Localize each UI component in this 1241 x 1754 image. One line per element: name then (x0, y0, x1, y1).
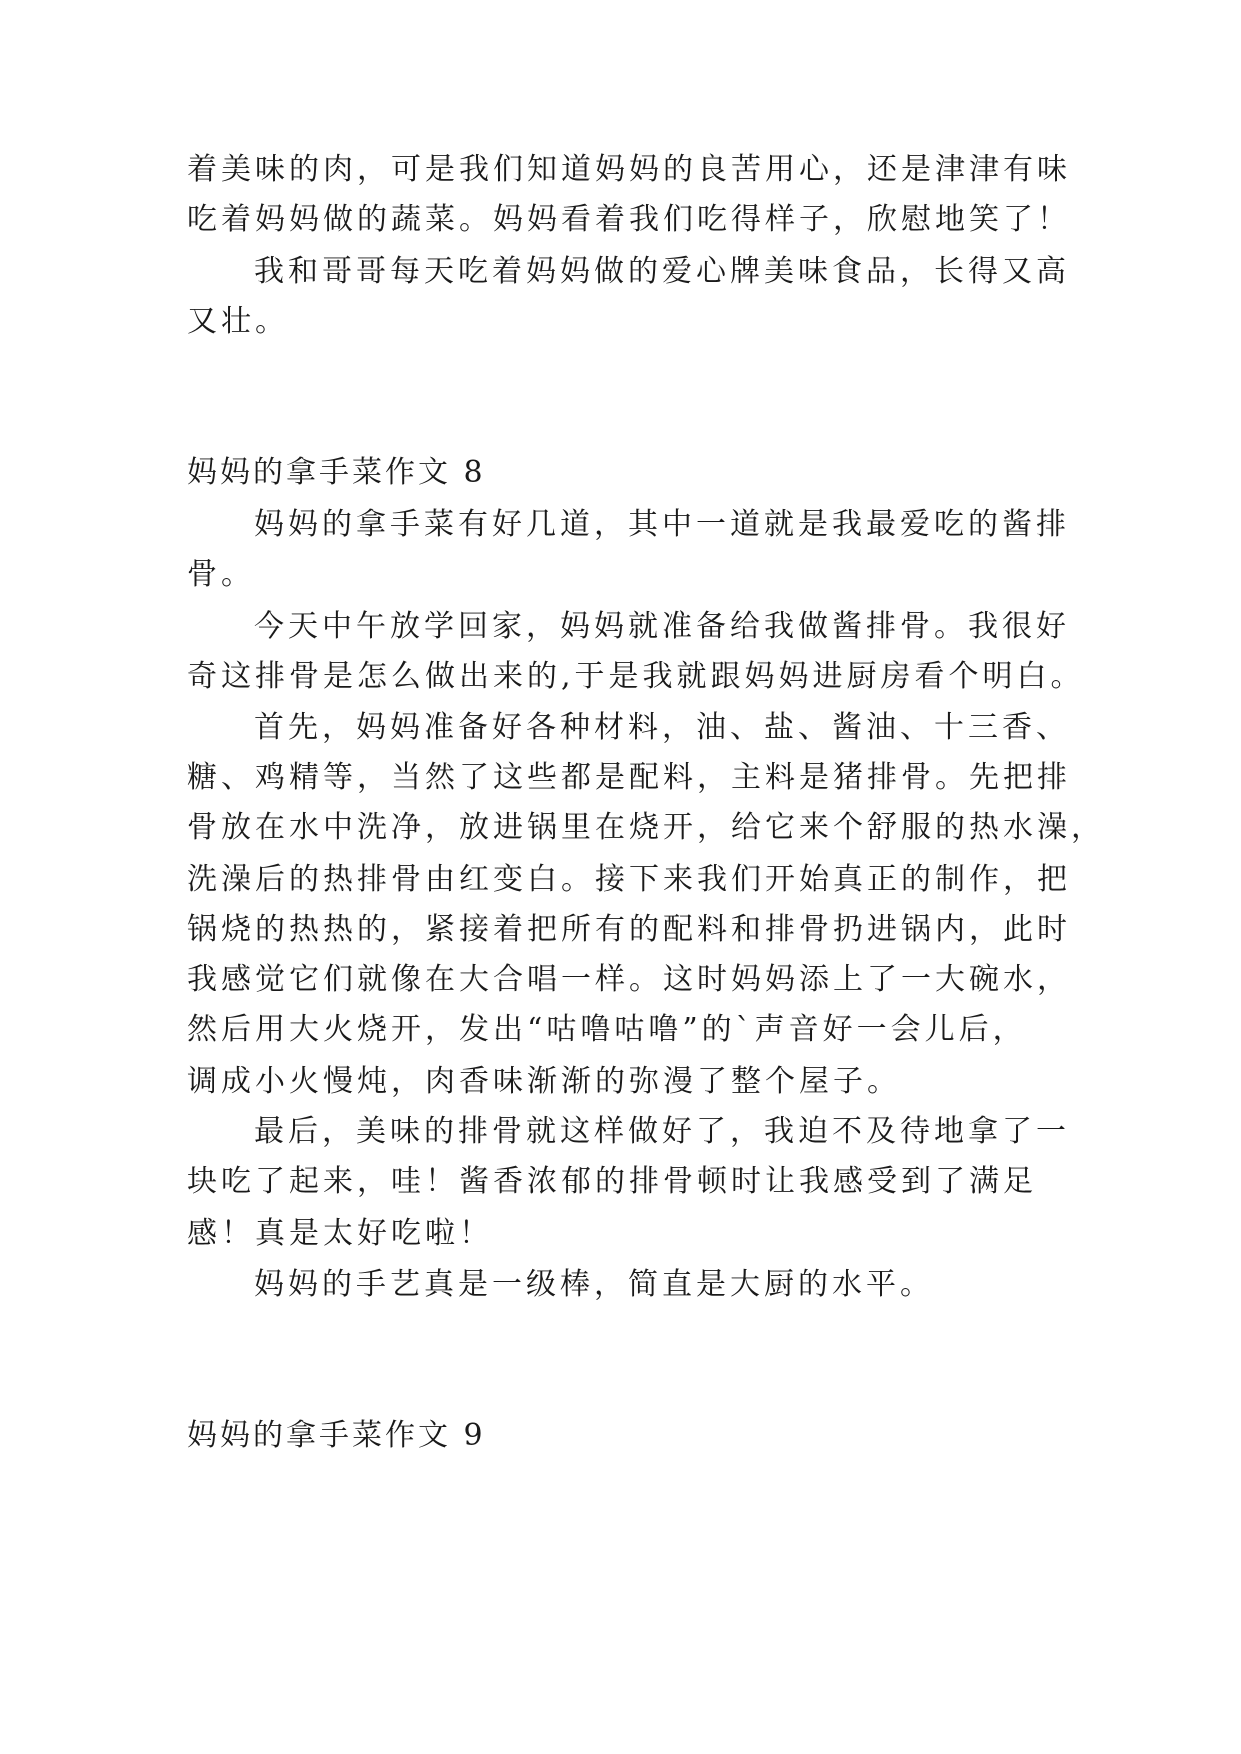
section-heading: 妈妈的拿手菜作文 9 (187, 1418, 486, 1453)
section-heading: 妈妈的拿手菜作文 8 (187, 455, 486, 490)
text-line: 妈妈的拿手菜有好几道，其中一道就是我最爱吃的酱排 (254, 507, 1070, 542)
text-line: 调成小火慢炖，肉香味渐渐的弥漫了整个屋子。 (187, 1064, 901, 1099)
text-line: 锅烧的热热的，紧接着把所有的配料和排骨扔进锅内，此时 (187, 912, 1071, 947)
text-line: 洗澡后的热排骨由红变白。接下来我们开始真正的制作，把 (187, 862, 1071, 897)
text-line: 骨放在水中洗净，放进锅里在烧开，给它来个舒服的热水澡， (187, 810, 1105, 845)
text-line: 首先，妈妈准备好各种材料，油、盐、酱油、十三香、 (254, 710, 1070, 745)
text-line: 奇这排骨是怎么做出来的,于是我就跟妈妈进厨房看个明白。 (187, 659, 1085, 694)
text-line: 感！真是太好吃啦！ (187, 1216, 493, 1251)
text-line: 又壮。 (187, 304, 289, 339)
text-line: 糖、鸡精等，当然了这些都是配料，主料是猪排骨。先把排 (187, 760, 1071, 795)
text-line: 最后，美味的排骨就这样做好了，我迫不及待地拿了一 (254, 1114, 1070, 1149)
text-line: 我和哥哥每天吃着妈妈做的爱心牌美味食品，长得又高 (254, 254, 1070, 289)
text-line: 骨。 (187, 557, 255, 592)
text-line: 然后用大火烧开，发出“咕噜咕噜”的`声音好一会儿后， (187, 1012, 1027, 1047)
text-line: 着美味的肉，可是我们知道妈妈的良苦用心，还是津津有味 (187, 152, 1071, 187)
text-line: 吃着妈妈做的蔬菜。妈妈看着我们吃得样子，欣慰地笑了！ (187, 202, 1071, 237)
text-line: 我感觉它们就像在大合唱一样。这时妈妈添上了一大碗水， (187, 962, 1071, 997)
text-line: 块吃了起来，哇！酱香浓郁的排骨顿时让我感受到了满足 (187, 1164, 1037, 1199)
text-line: 妈妈的手艺真是一级棒，简直是大厨的水平。 (254, 1267, 934, 1302)
text-line: 今天中午放学回家，妈妈就准备给我做酱排骨。我很好 (254, 609, 1070, 644)
